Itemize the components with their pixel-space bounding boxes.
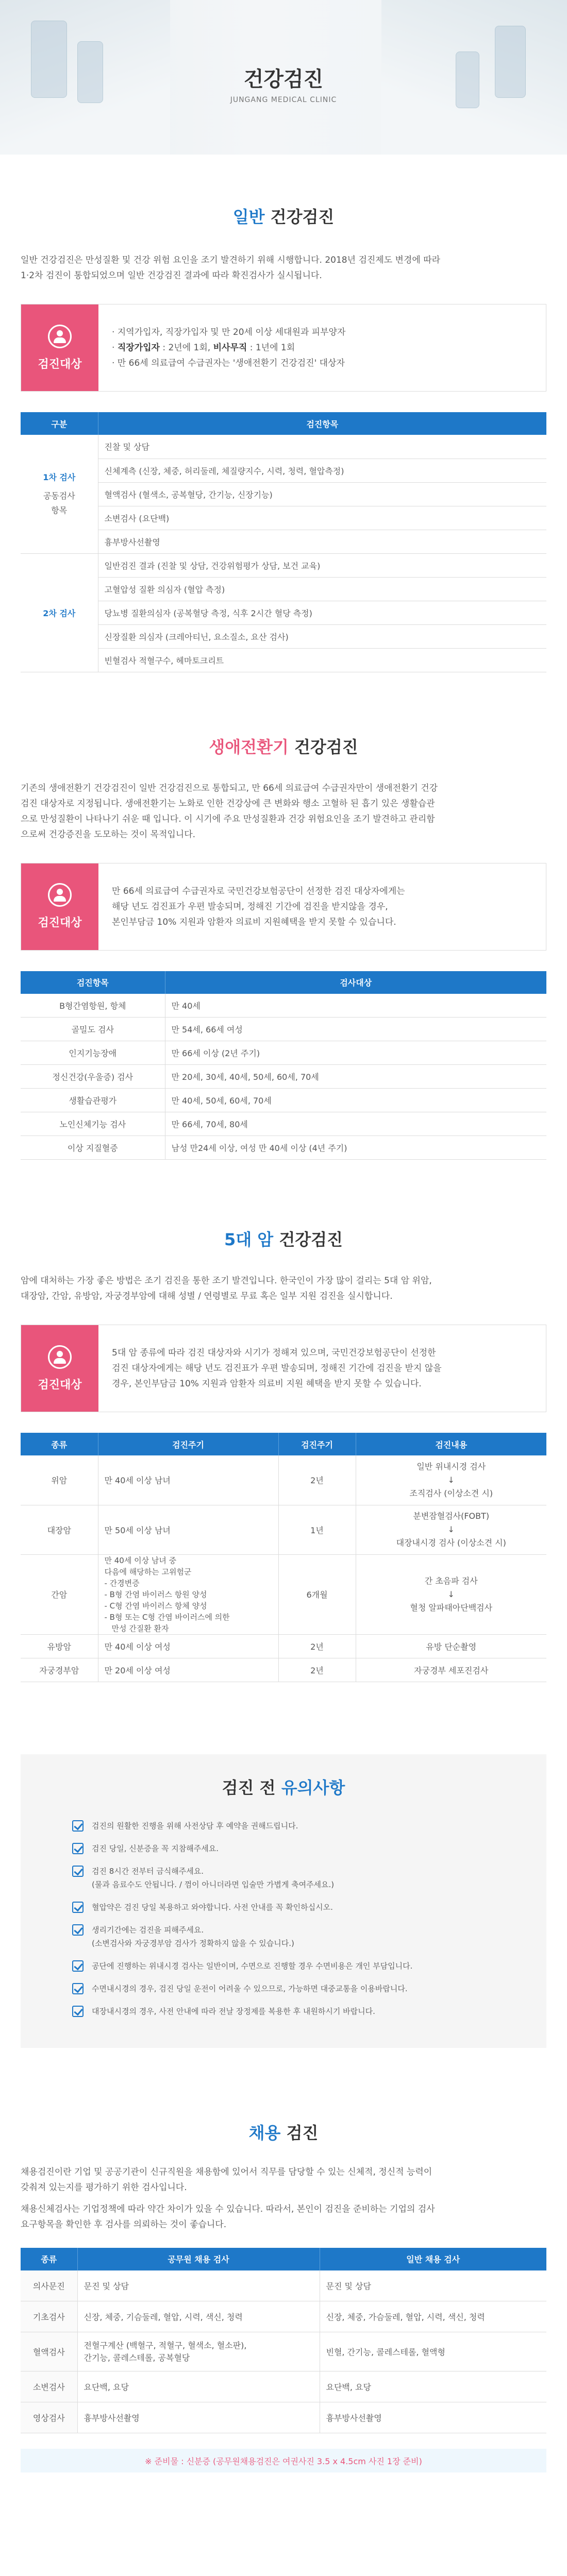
table-cell: 2년 (278, 1658, 356, 1682)
target-line: 만성 간질환 환자 (111, 1623, 169, 1633)
list-item (72, 1842, 546, 1855)
title-rest: 건강검진 (288, 737, 358, 757)
table-header: 검사대상 (165, 971, 546, 994)
table-header: 검진항목 (98, 412, 546, 435)
table-cell: 신장, 체중, 가슴둘레, 혈압, 시력, 색신, 청력 (320, 2301, 546, 2332)
table-cell: 유방 단순촬영 (356, 1634, 546, 1658)
table-row (21, 506, 546, 530)
page-subtitle: JUNGANG MEDICAL CLINIC (230, 96, 337, 104)
table-cell: 1년 (278, 1505, 356, 1554)
table-cell: 흉부방사선촬영 (320, 2402, 546, 2433)
table-row (21, 577, 546, 601)
caution-section (0, 1682, 567, 2048)
title-highlight: 5대 암 (224, 1230, 274, 1249)
intro-line: 암에 대처하는 가장 좋은 방법은 조기 검진을 통한 조기 발견입니다. 한국인이 가장 많이 걸리는 5대 암 위암, (21, 1276, 432, 1286)
checkbox-icon (72, 1902, 84, 1913)
target-text: : 2년에 1회, (159, 343, 213, 353)
table-cell: B형간염항원, 항체 (21, 994, 165, 1018)
table-cell: 전혈구계산 (백혈구, 적혈구, 혈색소, 혈소판), 간기능, 콜레스테롤, 공복혈당 (77, 2332, 320, 2371)
table-row (21, 1041, 546, 1065)
table-header: 검진항목 (21, 971, 165, 994)
intro-line: 으로 만성질환이 나타나기 쉬운 때 입니다. 이 시기에 주요 만성질환과 건강 위험요인을 조기 발견하고 관리함 (21, 814, 435, 824)
intro-line: 채용검진이란 기업 및 공공기관이 신규직원을 채용함에 있어서 직무를 담당할 수 있는 신체적, 정신적 능력이 (21, 2166, 432, 2177)
table-cell: 만 40세 이상 여성 (98, 1634, 278, 1658)
caution-text: 공단에 진행하는 위내시경 검사는 일반이며, 수면으로 진행할 경우 수면비용은 개인 부담입니다. (92, 1961, 413, 1971)
target-body (98, 304, 546, 391)
list-item (72, 1959, 546, 1973)
content-line: 일반 위내시경 검사 (416, 1461, 486, 1471)
row-label-cell (21, 435, 98, 553)
table-cell: 신장, 체중, 기슴둘레, 혈압, 시력, 색신, 청력 (77, 2301, 320, 2332)
row-label: 2차 검사 (21, 553, 98, 672)
table-cell: 혈액검사 (혈색소, 공복혈당, 간기능, 신장기능) (98, 482, 546, 506)
arrow-down-icon: ↓ (447, 1589, 455, 1599)
list-item (72, 1982, 546, 1995)
table-cell: 자궁경부암 (21, 1658, 98, 1682)
table-cell: 만 40세 (165, 994, 546, 1018)
caution-text: 대장내시경의 경우, 사전 안내에 따라 전날 장정제를 복용한 후 내원하시기 바랍니다. (92, 2006, 375, 2016)
transition-target-box (21, 863, 546, 951)
table-cell: 문진 및 상담 (77, 2270, 320, 2301)
table-cell: 만 54세, 66세 여성 (165, 1018, 546, 1041)
general-checkup-section (0, 155, 567, 672)
table-cell: 문진 및 상담 (320, 2270, 546, 2301)
target-text: · (112, 343, 118, 353)
content-line: 분변잠혈검사(FOBT) (413, 1511, 490, 1521)
caution-text: 검진의 원활한 진행을 위해 사전상담 후 예약을 권해드립니다. (92, 1821, 298, 1831)
arrow-down-icon: ↓ (447, 1475, 455, 1485)
table-row (21, 2332, 546, 2371)
table-cell: 2년 (278, 1455, 356, 1505)
table-cell: 빈혈검사 적혈구수, 헤마토크리트 (98, 648, 546, 672)
checkbox-icon (72, 2006, 84, 2017)
table-row (21, 553, 546, 577)
intro-line: 1·2차 검진이 통합되었으며 일반 건강검진 결과에 따라 확진검사가 실시됩니다. (21, 270, 322, 281)
caution-box (21, 1754, 546, 2048)
target-bold: 비사무직 (213, 343, 247, 353)
table-header: 검진내용 (356, 1433, 546, 1455)
target-body (98, 1325, 546, 1412)
intro-line: 기존의 생애전환기 건강검진이 일반 건강검진으로 통합되고, 만 66세 의료급여 수급권자만이 생애전환기 건강 (21, 783, 438, 793)
cancer-checkup-title (0, 1227, 567, 1250)
target-line: - 간경변증 (104, 1578, 140, 1588)
table-header: 공무원 채용 검사 (77, 2248, 320, 2270)
general-checkup-table (21, 412, 546, 672)
row-sublabel: 항목 (51, 505, 68, 515)
table-cell (356, 1455, 546, 1505)
intro-line: 일반 건강검진은 만성질환 및 건강 위험 요인을 조기 발견하기 위해 시행합니다. 2018년 검진제도 변경에 따라 (21, 255, 441, 265)
table-row (21, 1505, 546, 1554)
table-row (21, 1455, 546, 1505)
table-row (21, 2301, 546, 2332)
table-header: 구분 (21, 412, 98, 435)
transition-intro (21, 781, 546, 842)
table-cell: 이상 지질혈증 (21, 1136, 165, 1160)
target-line: 검진 대상자에게는 해당 년도 검진표가 우편 발송되며, 정해진 기간에 검진을 받지 않을 (112, 1363, 442, 1374)
table-cell: 소변검사 (요단백) (98, 506, 546, 530)
general-checkup-title (0, 204, 567, 228)
list-item (72, 2005, 546, 2018)
table-cell: 신장질환 의심자 (크레아티닌, 요소질소, 요산 검사) (98, 624, 546, 648)
target-line: · 지역가입자, 직장가입자 및 만 20세 이상 세대원과 피부양자 (112, 327, 346, 337)
employment-checkup-title (0, 2120, 567, 2144)
table-cell (98, 1554, 278, 1634)
caution-text: 수면내시경의 경우, 검진 당일 운전이 어려울 수 있으므로, 가능하면 대중교통을 이용바랍니다. (92, 1984, 408, 1993)
content-line: 조직검사 (이상소견 시) (409, 1488, 493, 1498)
transition-checkup-title (0, 734, 567, 758)
target-line (112, 340, 532, 355)
title-highlight: 채용 (248, 2123, 281, 2143)
title-rest: 검진 (280, 2123, 319, 2143)
intro-line: 채용신체검사는 기업정책에 따라 약간 차이가 있을 수 있습니다. 따라서, 본인이 검진을 준비하는 기업의 검사 (21, 2204, 435, 2214)
title-highlight: 일반 (232, 207, 265, 227)
table-cell: 흉부방사선촬영 (77, 2402, 320, 2433)
title-rest: 검진 전 (222, 1777, 281, 1798)
person-icon (48, 1345, 72, 1369)
caution-text: 생리기간에는 검진을 피해주세요. (92, 1925, 204, 1935)
table-cell: 일반검진 결과 (진찰 및 상담, 건강위험평가 상담, 보건 교육) (98, 553, 546, 577)
preparation-note: ※ 준비물 : 신분증 (공무원채용검진은 여권사진 3.5 x 4.5cm 사진 1장 준비) (21, 2449, 546, 2472)
checkbox-icon (72, 1866, 84, 1877)
table-cell: 진찰 및 상담 (98, 435, 546, 459)
target-line: - C형 간염 바이러스 항체 양성 (104, 1601, 207, 1611)
table-row (21, 2402, 546, 2433)
hero-banner (0, 0, 567, 155)
target-line: - B형 간염 바이러스 항원 양성 (104, 1589, 207, 1599)
table-cell: 만 20세 이상 여성 (98, 1658, 278, 1682)
target-badge (21, 863, 98, 950)
table-header: 검진주기 (278, 1433, 356, 1455)
table-row (21, 1089, 546, 1112)
caution-subtext: (물과 음료수도 안됩니다. / 껌이 아니더라면 입술만 가볍게 축여주세요.) (92, 1879, 335, 1889)
table-cell: 의사문진 (21, 2270, 77, 2301)
table-cell: 골밀도 검사 (21, 1018, 165, 1041)
checkbox-icon (72, 1983, 84, 1994)
title-highlight: 유의사항 (281, 1777, 345, 1798)
table-row (21, 459, 546, 482)
table-row (21, 648, 546, 672)
list-item (72, 1923, 546, 1950)
table-row (21, 1658, 546, 1682)
target-body (98, 863, 546, 950)
table-cell (356, 1554, 546, 1634)
cancer-intro (21, 1273, 546, 1304)
table-cell: 만 66세 이상 (2년 주기) (165, 1041, 546, 1065)
table-cell: 자궁경부 세포진검사 (356, 1658, 546, 1682)
list-item (72, 1865, 546, 1891)
table-cell: 6개월 (278, 1554, 356, 1634)
target-line: · 만 66세 의료급여 수급권자는 '생애전환기 건강검진' 대상자 (112, 358, 345, 368)
list-item (72, 1901, 546, 1914)
caution-subtext: (소변검사와 자궁경부암 검사가 정확하지 않을 수 있습니다.) (92, 1938, 294, 1948)
page-bottom-spacer (0, 2472, 567, 2519)
table-row (21, 624, 546, 648)
table-cell: 남성 만24세 이상, 여성 만 40세 이상 (4년 주기) (165, 1136, 546, 1160)
employment-checkup-section (0, 2048, 567, 2519)
table-cell: 영상검사 (21, 2402, 77, 2433)
arrow-down-icon: ↓ (447, 1524, 455, 1534)
content-line: 혈청 알파태아단백검사 (410, 1602, 493, 1613)
table-row (21, 1018, 546, 1041)
target-line: 본인부담금 10% 지원과 암환자 의료비 지원혜택을 받지 못할 수 있습니다. (112, 917, 396, 927)
target-line: - B형 또는 C형 간염 바이러스에 의한 (104, 1612, 230, 1622)
intro-line: 으로써 건강증진을 도모하는 것이 목적입니다. (21, 829, 196, 840)
table-cell: 인지기능장애 (21, 1041, 165, 1065)
table-cell: 생활습관평가 (21, 1089, 165, 1112)
target-line: 만 40세 이상 남녀 중 (104, 1555, 177, 1565)
table-row (21, 435, 546, 459)
table-cell: 요단백, 요당 (320, 2371, 546, 2402)
table-cell: 고혈압성 질환 의심자 (혈압 측정) (98, 577, 546, 601)
row-sublabel: 공동검사 (43, 490, 75, 501)
cancer-target-box (21, 1325, 546, 1412)
table-row (21, 1136, 546, 1160)
table-header: 종류 (21, 1433, 98, 1455)
table-cell: 노인신체기능 검사 (21, 1112, 165, 1136)
checkbox-icon (72, 1843, 84, 1854)
caution-title (21, 1775, 546, 1799)
table-cell: 만 20세, 30세, 40세, 50세, 60세, 70세 (165, 1065, 546, 1089)
content-line: 간 초음파 검사 (424, 1575, 478, 1586)
table-cell: 기초검사 (21, 2301, 77, 2332)
target-line: 해당 년도 검진표가 우편 발송되며, 정해진 기간에 검진을 받지않을 경우, (112, 901, 388, 912)
table-header: 일반 채용 검사 (320, 2248, 546, 2270)
table-cell: 만 40세, 50세, 60세, 70세 (165, 1089, 546, 1112)
list-item (72, 1819, 546, 1833)
intro-line: 갖춰져 있는지를 평가하기 위한 검사입니다. (21, 2182, 187, 2193)
caution-list (72, 1819, 546, 2018)
checkbox-icon (72, 1924, 84, 1936)
table-row (21, 1065, 546, 1089)
table-row (21, 1634, 546, 1658)
content-line: 대장내시경 검사 (이상소견 시) (396, 1538, 506, 1548)
employment-intro (21, 2164, 546, 2232)
target-line: 5대 암 종류에 따라 검진 대상자와 시기가 정해져 있으며, 국민건강보험공단이 선정한 (112, 1348, 436, 1358)
person-icon (48, 883, 72, 907)
intro-line: 검진 대상자로 지정됩니다. 생애전환기는 노화로 인한 건강상에 큰 변화와 행소 고혈하 된 흡기 있은 생활습관 (21, 798, 435, 809)
person-icon (48, 325, 72, 348)
caution-text: 검진 8시간 전부터 금식해주세요. (92, 1866, 204, 1876)
table-cell: 대장암 (21, 1505, 98, 1554)
row-label: 1차 검사 (43, 472, 76, 482)
target-badge (21, 304, 98, 391)
title-highlight: 생애전환기 (209, 737, 289, 757)
target-line: 다음에 해당하는 고위험군 (104, 1567, 192, 1577)
general-intro (21, 252, 546, 283)
table-cell: 간암 (21, 1554, 98, 1634)
target-bold: 직장가입자 (117, 343, 160, 353)
table-cell: 빈혈, 간기능, 콜레스테롤, 혈액형 (320, 2332, 546, 2371)
table-row (21, 601, 546, 624)
table-cell: 만 50세 이상 남녀 (98, 1505, 278, 1554)
table-row (21, 1112, 546, 1136)
general-target-box (21, 304, 546, 392)
checkbox-icon (72, 1820, 84, 1832)
table-cell: 위암 (21, 1455, 98, 1505)
transition-checkup-section (0, 672, 567, 1160)
table-cell: 흉부방사선촬영 (98, 530, 546, 553)
target-badge-label: 검진대상 (38, 1378, 82, 1392)
target-badge-label: 검진대상 (38, 917, 82, 929)
table-cell: 요단백, 요당 (77, 2371, 320, 2402)
target-line: 경우, 본인부담금 10% 지원과 암환자 의료비 지원 혜택을 받지 못할 수 있습니다. (112, 1379, 422, 1389)
table-cell: 신체계측 (신장, 체중, 허리둘레, 체질량지수, 시력, 청력, 혈압측정) (98, 459, 546, 482)
table-cell: 혈액검사 (21, 2332, 77, 2371)
title-rest: 건강검진 (273, 1230, 343, 1249)
table-cell: 소변검사 (21, 2371, 77, 2402)
table-cell (356, 1505, 546, 1554)
table-cell: 유방암 (21, 1634, 98, 1658)
checkbox-icon (72, 1960, 84, 1972)
table-header: 종류 (21, 2248, 77, 2270)
table-row (21, 530, 546, 553)
title-rest: 건강검진 (264, 207, 335, 227)
table-cell: 정신건강(우울증) 검사 (21, 1065, 165, 1089)
target-badge-label: 검진대상 (38, 358, 82, 371)
intro-line: 요구항목을 확인한 후 검사를 의뢰하는 것이 좋습니다. (21, 2219, 227, 2230)
caution-text: 검진 당일, 신분증을 꼭 지참해주세요. (92, 1843, 219, 1853)
employment-checkup-table (21, 2248, 546, 2434)
caution-text: 혈압약은 검진 당일 복용하고 와야합니다. 사전 안내를 꼭 확인하십시오. (92, 1902, 333, 1912)
page-title: 건강검진 (243, 67, 324, 91)
table-row (21, 2371, 546, 2402)
table-header: 검진주기 (98, 1433, 278, 1455)
cancer-checkup-section (0, 1160, 567, 1682)
table-cell: 만 40세 이상 남녀 (98, 1455, 278, 1505)
intro-line: 대장암, 간암, 유방암, 자궁경부암에 대해 성별 / 연령별로 무료 혹은 일부 지원 검진을 실시합니다. (21, 1291, 393, 1301)
table-cell: 2년 (278, 1634, 356, 1658)
table-cell: 당뇨병 질환의심자 (공복혈당 측정, 식후 2시간 혈당 측정) (98, 601, 546, 624)
table-row (21, 2270, 546, 2301)
table-row (21, 1554, 546, 1634)
cancer-checkup-table (21, 1433, 546, 1682)
target-line: 만 66세 의료급여 수급권자로 국민건강보험공단이 선정한 검진 대상자에게는 (112, 886, 405, 896)
table-row (21, 994, 546, 1018)
table-cell: 만 66세, 70세, 80세 (165, 1112, 546, 1136)
transition-checkup-table (21, 971, 546, 1160)
table-row (21, 482, 546, 506)
target-badge (21, 1325, 98, 1412)
target-text: : 1년에 1회 (247, 343, 295, 353)
